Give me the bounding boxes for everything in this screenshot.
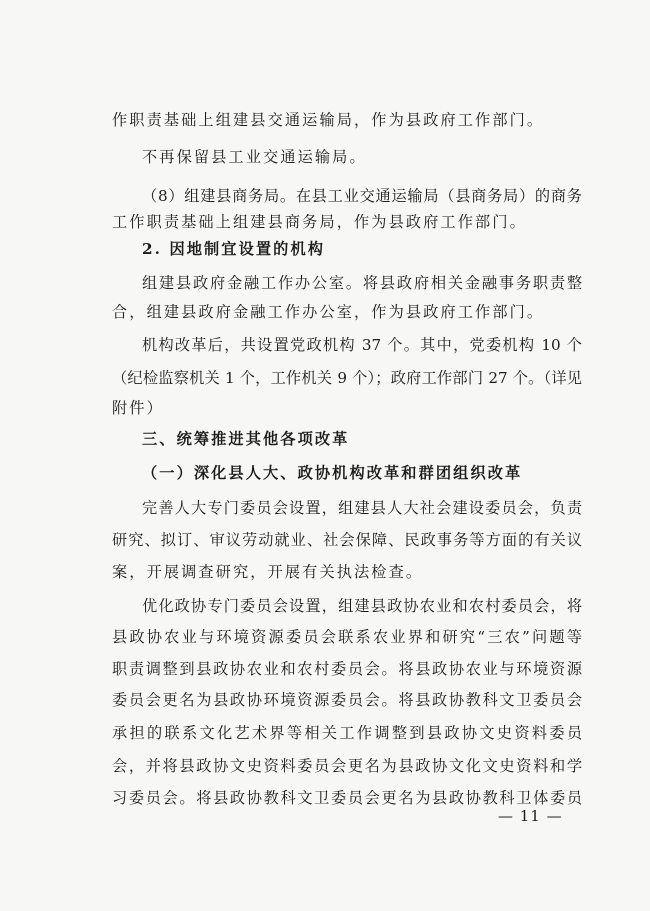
body-line: 委员会更名为县政协环境资源委员会。将县政协教科文卫委员会 <box>112 691 582 709</box>
body-line: 职责调整到县政协农业和农村委员会。将县政协农业与环境资源 <box>112 660 582 678</box>
body-line: 完善人大专门委员会设置，组建县人大社会建设委员会，负责 <box>142 499 582 517</box>
body-line: 组建县政府金融工作办公室。将县政府相关金融事务职责整 <box>142 274 582 292</box>
body-line: 案，开展调查研究，开展有关执法检查。 <box>112 563 424 581</box>
body-line: 机构改革后，共设置党政机构 37 个。其中，党委机构 10 个 <box>142 336 582 354</box>
section-heading: 2. 因地制宜设置的机构 <box>142 240 326 258</box>
body-line: （纪检监察机关 1 个，工作机关 9 个）；政府工作部门 27 个。（详见 <box>112 369 582 387</box>
body-line: 习委员会。将县政协教科文卫委员会更名为县政协教科卫体委员 <box>112 789 582 807</box>
body-line: 工作职责基础上组建县商务局，作为县政府工作部门。 <box>112 213 527 231</box>
body-line: 作职责基础上组建县交通运输局，作为县政府工作部门。 <box>112 111 545 129</box>
body-line: 研究、拟订、审议劳动就业、社会保障、民政事务等方面的有关议 <box>112 531 582 549</box>
body-line: 不再保留县工业交通运输局。 <box>142 148 367 166</box>
body-line: （8）组建县商务局。在县工业交通运输局（县商务局）的商务 <box>142 187 582 205</box>
body-line: 承担的联系文化艺术界等相关工作调整到县政协文史资料委员 <box>112 724 582 742</box>
subsection-heading: （一）深化县人大、政协机构改革和群团组织改革 <box>142 464 523 482</box>
body-line: 县政协农业与环境资源委员会联系农业界和研究“三农”问题等 <box>112 628 582 646</box>
page-number: — 11 — <box>498 807 563 825</box>
body-line: 会，并将县政协文史资料委员会更名为县政协文化文史资料和学 <box>112 757 582 775</box>
section-heading: 三、统筹推进其他各项改革 <box>142 430 350 448</box>
body-line: 优化政协专门委员会设置，组建县政协农业和农村委员会，将 <box>142 597 582 615</box>
body-line: 附件） <box>112 399 164 417</box>
body-line: 合，组建县政府金融工作办公室，作为县政府工作部门。 <box>112 303 545 321</box>
